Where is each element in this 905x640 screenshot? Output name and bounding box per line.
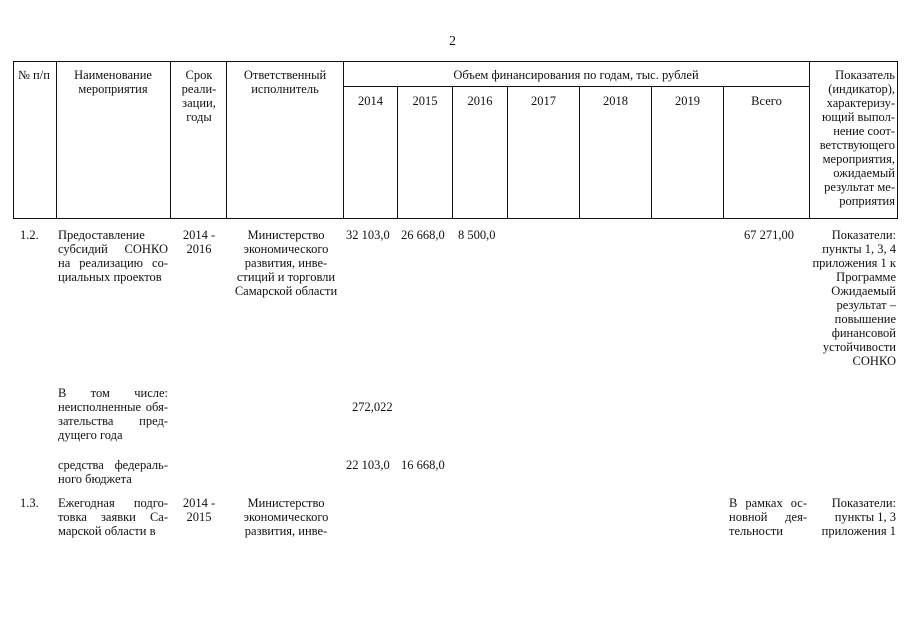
row-indicator: Показатели: пункты 1, 3, 4 приложения 1 к Программе Ожидаемый результат – повышение финансовой устойчивости СОНКО xyxy=(812,228,896,368)
row-executor: Министерство экономического развития, инве- стиций и торговли Самарской области xyxy=(234,228,338,298)
row-term: 2014 - 2015 xyxy=(182,496,216,524)
row-executor: Министерство экономического развития, инве- xyxy=(243,496,329,538)
col-border-num xyxy=(56,61,57,218)
row-name: В том числе: неисполненные обя- зательства пред- дущего года xyxy=(58,386,168,442)
table-top-border xyxy=(13,61,898,62)
header-year-2017: 2017 xyxy=(531,94,556,108)
row-value-2015: 26 668,0 xyxy=(401,228,445,242)
col-border-right xyxy=(897,61,898,218)
header-year-2019: 2019 xyxy=(675,94,700,108)
header-total: Всего xyxy=(751,94,782,108)
header-num: № п/п xyxy=(18,68,50,82)
row-value-total: В рамках ос- новной дея- тельности xyxy=(729,496,807,538)
col-border-executor xyxy=(343,61,344,218)
header-indicator: Показатель (индикатор), характеризу- ющий выпол- нение соот- ветствующего мероприятия, ожидаемый результат ме- роприятия xyxy=(819,68,895,208)
row-value-2014: 272,022 xyxy=(352,400,393,414)
row-indicator: Показатели: пункты 1, 3 приложения 1 xyxy=(821,496,896,538)
col-border-total xyxy=(809,61,810,218)
row-name: средства федераль- ного бюджета xyxy=(58,458,168,486)
header-funding: Объем финансирования по годам, тыс. рублей xyxy=(453,68,699,82)
funding-subheader-border xyxy=(343,86,809,87)
col-border-name xyxy=(170,61,171,218)
row-value-2016: 8 500,0 xyxy=(458,228,496,242)
row-value-2014: 22 103,0 xyxy=(346,458,390,472)
row-value-2015: 16 668,0 xyxy=(401,458,445,472)
row-num: 1.2. xyxy=(20,228,39,242)
header-year-2015: 2015 xyxy=(412,94,438,108)
header-year-2018: 2018 xyxy=(603,94,628,108)
header-term: Срок реали- зации, годы xyxy=(181,68,217,124)
header-executor: Ответственный исполнитель xyxy=(243,68,327,96)
col-border-left xyxy=(13,61,14,218)
row-value-total: 67 271,00 xyxy=(744,228,794,242)
header-name: Наименование мероприятия xyxy=(74,68,152,96)
header-year-2014: 2014 xyxy=(358,94,383,108)
row-name: Предоставление субсидий СОНКО на реализацию со- циальных проектов xyxy=(58,228,168,284)
row-num: 1.3. xyxy=(20,496,39,510)
page-number: 2 xyxy=(449,34,456,49)
col-border-term xyxy=(226,61,227,218)
header-bottom-border xyxy=(13,218,898,219)
row-value-2014: 32 103,0 xyxy=(346,228,390,242)
row-term: 2014 - 2016 xyxy=(182,228,216,256)
row-name: Ежегодная подго- товка заявки Са- марской области в xyxy=(58,496,168,538)
header-year-2016: 2016 xyxy=(467,94,493,108)
